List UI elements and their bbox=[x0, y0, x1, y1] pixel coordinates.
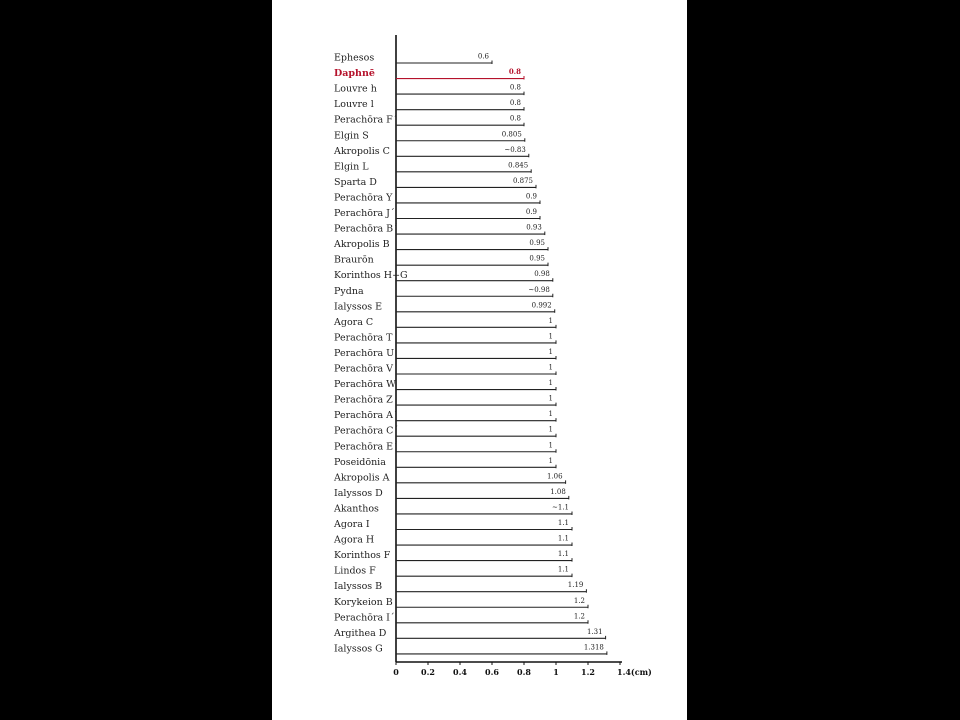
category-label: Perachōra F´ bbox=[334, 114, 398, 126]
data-label: 0.95 bbox=[529, 254, 545, 263]
category-label: Lindos F bbox=[334, 565, 376, 577]
category-label: Akropolis C bbox=[334, 145, 390, 157]
data-label: 0.8 bbox=[508, 67, 521, 77]
data-label: 0.9 bbox=[525, 192, 537, 201]
data-label: ~1.1 bbox=[552, 503, 569, 512]
data-label: 1.2 bbox=[573, 612, 585, 621]
data-label: 0.8 bbox=[509, 83, 521, 92]
data-label: ~0.83 bbox=[504, 145, 526, 154]
category-label: Perachōra I´ bbox=[334, 612, 395, 624]
data-label: 0.98 bbox=[534, 270, 550, 279]
category-label: Ialyssos B bbox=[334, 581, 383, 593]
category-label: Perachōra B´ bbox=[334, 223, 398, 235]
data-label: 1 bbox=[548, 456, 553, 465]
x-tick-label: 0.2 bbox=[421, 667, 435, 677]
x-tick-label: 1 bbox=[553, 667, 559, 677]
data-label: 1.31 bbox=[587, 627, 603, 636]
category-label: Korinthos F bbox=[334, 550, 391, 562]
data-label: 0.992 bbox=[531, 301, 552, 310]
data-label: 0.8 bbox=[509, 114, 521, 123]
category-label: Argithea D bbox=[334, 627, 387, 639]
data-label: 1 bbox=[548, 410, 553, 419]
category-label: Perachōra A´ bbox=[334, 410, 398, 422]
category-label: Sparta D bbox=[334, 176, 377, 188]
data-label: 0.8 bbox=[509, 99, 521, 108]
data-label: 0.875 bbox=[512, 176, 533, 185]
category-label: Ephesos bbox=[334, 52, 375, 64]
category-label: Perachōra J´ bbox=[334, 208, 395, 219]
category-label: Korykeion B bbox=[334, 596, 393, 608]
data-label: 0.805 bbox=[501, 130, 522, 139]
category-label: Daphnē bbox=[334, 68, 375, 80]
x-tick-label: 0 bbox=[393, 667, 399, 677]
bar-chart bbox=[272, 0, 687, 720]
x-tick-label: 0.6 bbox=[485, 667, 499, 677]
x-tick-label: 1.2 bbox=[581, 667, 595, 677]
data-label: 1.19 bbox=[567, 581, 584, 590]
category-label: Perachōra E´ bbox=[334, 441, 398, 453]
category-label: Elgin S bbox=[334, 130, 369, 142]
slide-page bbox=[272, 0, 687, 720]
category-label: Elgin L bbox=[334, 161, 369, 173]
data-label: 0.9 bbox=[525, 208, 537, 216]
category-label: Agora I bbox=[334, 519, 370, 530]
data-label: 1 bbox=[548, 441, 553, 450]
data-label: 0.6 bbox=[477, 52, 489, 61]
data-label: 0.95 bbox=[529, 239, 545, 248]
data-label: 0.845 bbox=[508, 161, 529, 170]
data-label: 1.2 bbox=[573, 596, 585, 605]
data-label: 1 bbox=[548, 425, 553, 434]
data-label: 1.1 bbox=[557, 550, 569, 559]
data-label: 1.318 bbox=[583, 643, 604, 652]
data-label: 1 bbox=[548, 379, 553, 388]
x-tick-label: 1.4(cm) bbox=[617, 667, 652, 677]
category-label: Ialyssos D bbox=[334, 487, 383, 499]
category-label: Akropolis A bbox=[334, 472, 390, 484]
data-label: 1.1 bbox=[557, 565, 569, 574]
category-label: Perachōra T bbox=[334, 332, 393, 344]
category-label: Agora C bbox=[334, 316, 374, 328]
category-label: Perachōra U bbox=[334, 347, 395, 359]
data-label: 1 bbox=[548, 347, 553, 356]
category-label: Pydna bbox=[334, 285, 364, 297]
data-label: 1 bbox=[548, 363, 553, 372]
category-label: Ialyssos G bbox=[334, 643, 383, 655]
category-label: Korinthos H+G bbox=[334, 270, 408, 282]
data-label: 0.93 bbox=[526, 223, 542, 232]
category-label: Louvre h bbox=[334, 83, 377, 95]
x-tick-label: 0.8 bbox=[517, 667, 531, 677]
category-label: Braurōn bbox=[334, 254, 374, 266]
data-label: 1 bbox=[548, 332, 553, 341]
category-label: Perachōra W bbox=[334, 379, 396, 391]
category-label: Perachōra V bbox=[334, 363, 394, 375]
category-label: Akropolis B bbox=[334, 239, 390, 251]
data-label: ~0.98 bbox=[528, 285, 550, 294]
data-label: 1 bbox=[548, 316, 553, 325]
x-tick-label: 0.4 bbox=[453, 667, 467, 677]
category-label: Ialyssos E bbox=[334, 301, 383, 313]
category-label: Louvre l bbox=[334, 99, 374, 111]
category-label: Perachōra Z bbox=[334, 394, 393, 406]
category-label: Akanthos bbox=[334, 503, 379, 515]
category-label: Agora H bbox=[334, 534, 375, 546]
data-label: 1.06 bbox=[547, 472, 563, 481]
data-label: 1 bbox=[548, 394, 553, 403]
data-label: 1.1 bbox=[557, 519, 569, 527]
data-label: 1.1 bbox=[557, 534, 569, 543]
category-label: Poseidōnia bbox=[334, 456, 386, 468]
category-label: Perachōra Y bbox=[334, 192, 393, 204]
data-label: 1.08 bbox=[550, 487, 566, 496]
category-label: Perachōra C´ bbox=[334, 425, 399, 437]
